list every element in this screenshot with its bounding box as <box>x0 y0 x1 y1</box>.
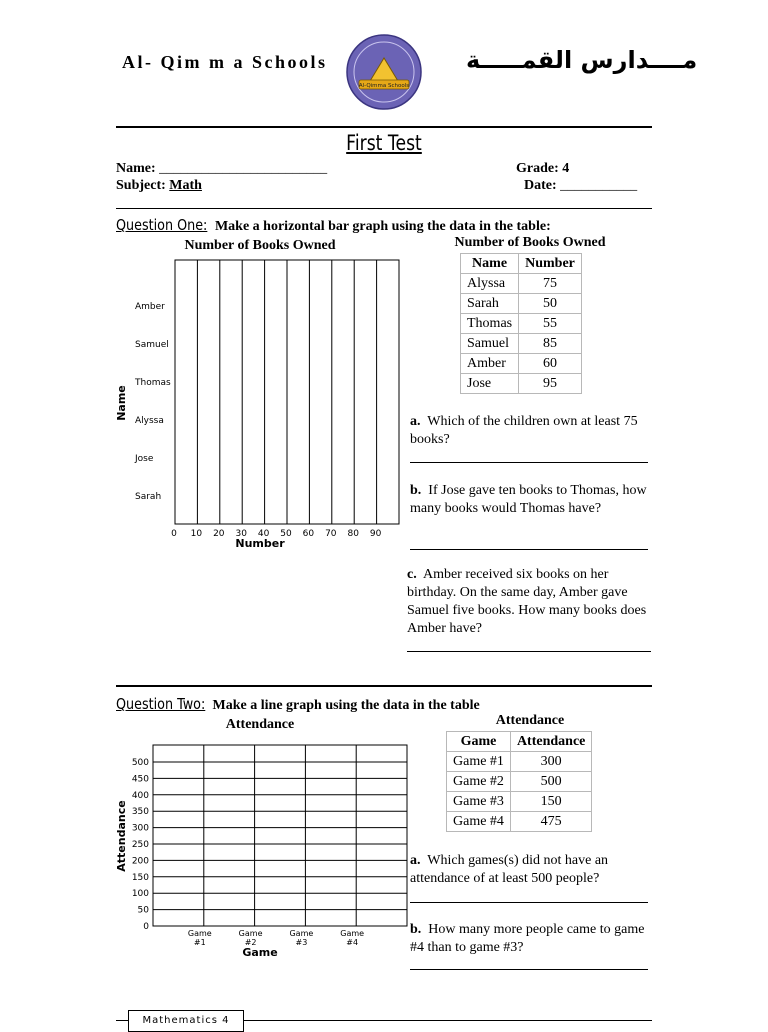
bar-chart-category-label: Alyssa <box>135 416 164 426</box>
line-chart-y-tick: 300 <box>131 823 149 834</box>
table-cell: Thomas <box>461 314 519 334</box>
line-chart <box>110 738 410 962</box>
table-cell: 50 <box>519 294 582 314</box>
line-chart-x-tick: Game <box>340 929 365 938</box>
line-chart-y-tick: 0 <box>143 922 149 932</box>
bar-chart-x-tick: 80 <box>347 529 359 539</box>
line-chart-x-tick-number: #3 <box>295 938 308 947</box>
table-cell: Game #4 <box>447 812 511 832</box>
bar-chart-x-tick: 50 <box>280 529 292 539</box>
attendance-table-header-cell: Game <box>447 732 511 752</box>
line-chart-x-tick: Game <box>187 929 212 938</box>
bar-chart-title: Number of Books Owned <box>184 238 336 253</box>
q2-b-answer-line[interactable] <box>410 969 648 970</box>
table-cell: Samuel <box>461 334 519 354</box>
bar-chart-category-label: Samuel <box>135 340 169 350</box>
q2-part-b: b. How many more people came to game #4 than to game #3? <box>410 922 645 955</box>
line-chart-y-axis-title: Attendance <box>115 800 128 872</box>
fields-rule <box>116 208 652 209</box>
bar-chart-category-label: Jose <box>135 454 154 464</box>
bar-chart-y-axis-title: Name <box>115 385 128 421</box>
table-cell: Alyssa <box>461 274 519 294</box>
books-table-header-cell: Number <box>519 254 582 274</box>
school-name-english: Al- Qim m a Schools <box>122 52 328 72</box>
line-chart-svg <box>110 738 410 962</box>
name-blank: ________________________ <box>159 161 328 176</box>
table-cell: 75 <box>519 274 582 294</box>
line-chart-x-tick: Game <box>238 929 263 938</box>
question-two-instruction: Make a line graph using the data in the table <box>212 698 480 713</box>
name-field: Name: ________________________ <box>116 161 328 176</box>
bar-chart <box>110 255 410 550</box>
question-two-heading <box>116 695 480 714</box>
table-row <box>447 772 592 792</box>
table-cell: Game #1 <box>447 752 511 772</box>
table-cell: 500 <box>510 772 591 792</box>
table-row <box>461 314 582 334</box>
bar-chart-category-label: Sarah <box>135 492 162 502</box>
question-one-instruction: Make a horizontal bar graph using the data in the table: <box>214 219 551 234</box>
bar-chart-category-label: Amber <box>135 302 165 312</box>
attendance-table <box>446 731 592 832</box>
q2-a-answer-line[interactable] <box>410 902 648 903</box>
q1-part-c: c. Amber received six books on her birthday. On the same day, Amber gave Samuel five books. How many books does Amber have? <box>407 567 647 636</box>
bar-chart-x-tick: 90 <box>369 529 382 539</box>
table-row <box>447 752 592 772</box>
table-cell: Sarah <box>461 294 519 314</box>
line-chart-y-tick: 150 <box>131 872 149 883</box>
attendance-table-header-cell: Attendance <box>510 732 591 752</box>
test-title: First Test <box>346 131 422 155</box>
school-name-arabic: مــــدارس القمـــــة <box>466 46 698 74</box>
bar-chart-svg <box>110 255 410 550</box>
date-blank: ___________ <box>560 178 638 193</box>
line-chart-y-tick: 100 <box>131 889 149 900</box>
line-chart-y-tick: 200 <box>131 856 149 867</box>
date-field: Date: ___________ <box>524 178 638 193</box>
line-chart-x-tick-number: #1 <box>193 938 206 947</box>
line-chart-y-tick: 50 <box>137 905 149 916</box>
q1-part-b: b. If Jose gave ten books to Thomas, how many books would Thomas have? <box>410 483 647 516</box>
line-chart-title: Attendance <box>225 717 295 732</box>
q1-part-a: a. Which of the children own at least 75 books? <box>410 414 638 447</box>
books-table-header-cell: Name <box>461 254 519 274</box>
table-cell: 300 <box>510 752 591 772</box>
line-chart-y-tick: 500 <box>131 758 149 768</box>
grade-field: Grade: 4 <box>516 161 570 176</box>
q2-part-a: a. Which games(s) did not have an attendance of at least 500 people? <box>410 853 609 886</box>
line-chart-y-tick: 450 <box>131 774 149 785</box>
table-row <box>461 374 582 394</box>
subject-value: Math <box>169 178 202 193</box>
table-cell: 55 <box>519 314 582 334</box>
table-row <box>461 334 582 354</box>
question-two-label: Question Two: <box>116 695 206 713</box>
table-cell: 85 <box>519 334 582 354</box>
books-table-header-row <box>461 254 582 274</box>
q1-c-answer-line[interactable] <box>407 651 651 652</box>
bar-chart-x-axis-title: Number <box>235 537 285 550</box>
table-row <box>447 792 592 812</box>
line-chart-y-tick: 400 <box>131 790 149 801</box>
bar-chart-x-tick: 60 <box>302 529 315 539</box>
table-row <box>447 812 592 832</box>
books-table-caption: Number of Books Owned <box>454 235 606 250</box>
grade-value: 4 <box>562 161 570 176</box>
bar-chart-category-label: Thomas <box>135 378 171 388</box>
bar-chart-x-tick: 30 <box>235 529 247 539</box>
table-cell: Game #3 <box>447 792 511 812</box>
school-logo <box>345 34 423 110</box>
q1-a-answer-line[interactable] <box>410 462 648 463</box>
line-chart-x-tick: Game <box>289 929 314 938</box>
footer-label: Mathematics 4 <box>128 1010 244 1032</box>
line-chart-x-tick-number: #2 <box>244 938 257 947</box>
q1-b-answer-line[interactable] <box>410 549 648 550</box>
table-cell: Jose <box>461 374 519 394</box>
table-cell: Amber <box>461 354 519 374</box>
question-one-heading <box>116 216 551 235</box>
question-one-label: Question One: <box>116 216 208 234</box>
bar-chart-x-tick: 70 <box>325 529 337 539</box>
books-table <box>460 253 582 394</box>
line-chart-plot-area <box>153 745 407 926</box>
line-chart-y-tick: 350 <box>131 807 149 818</box>
bar-chart-x-tick: 0 <box>171 529 177 539</box>
bar-chart-x-tick: 40 <box>257 529 270 539</box>
table-cell: 95 <box>519 374 582 394</box>
bar-chart-x-tick: 10 <box>190 529 203 539</box>
table-cell: 60 <box>519 354 582 374</box>
attendance-table-header-row <box>447 732 592 752</box>
table-row <box>461 294 582 314</box>
table-row <box>461 274 582 294</box>
table-cell: 475 <box>510 812 591 832</box>
section-rule <box>116 685 652 687</box>
line-chart-y-tick: 250 <box>131 840 149 850</box>
line-chart-x-tick-number: #4 <box>346 938 359 947</box>
subject-field: Subject: Math <box>116 178 202 193</box>
table-cell: Game #2 <box>447 772 511 792</box>
table-row <box>461 354 582 374</box>
bar-chart-x-tick: 20 <box>213 529 225 539</box>
table-cell: 150 <box>510 792 591 812</box>
header-rule <box>116 126 652 128</box>
logo-text: Al-Qimma Schools <box>358 83 410 89</box>
line-chart-x-axis-title: Game <box>242 946 278 959</box>
attendance-table-caption: Attendance <box>495 713 565 728</box>
